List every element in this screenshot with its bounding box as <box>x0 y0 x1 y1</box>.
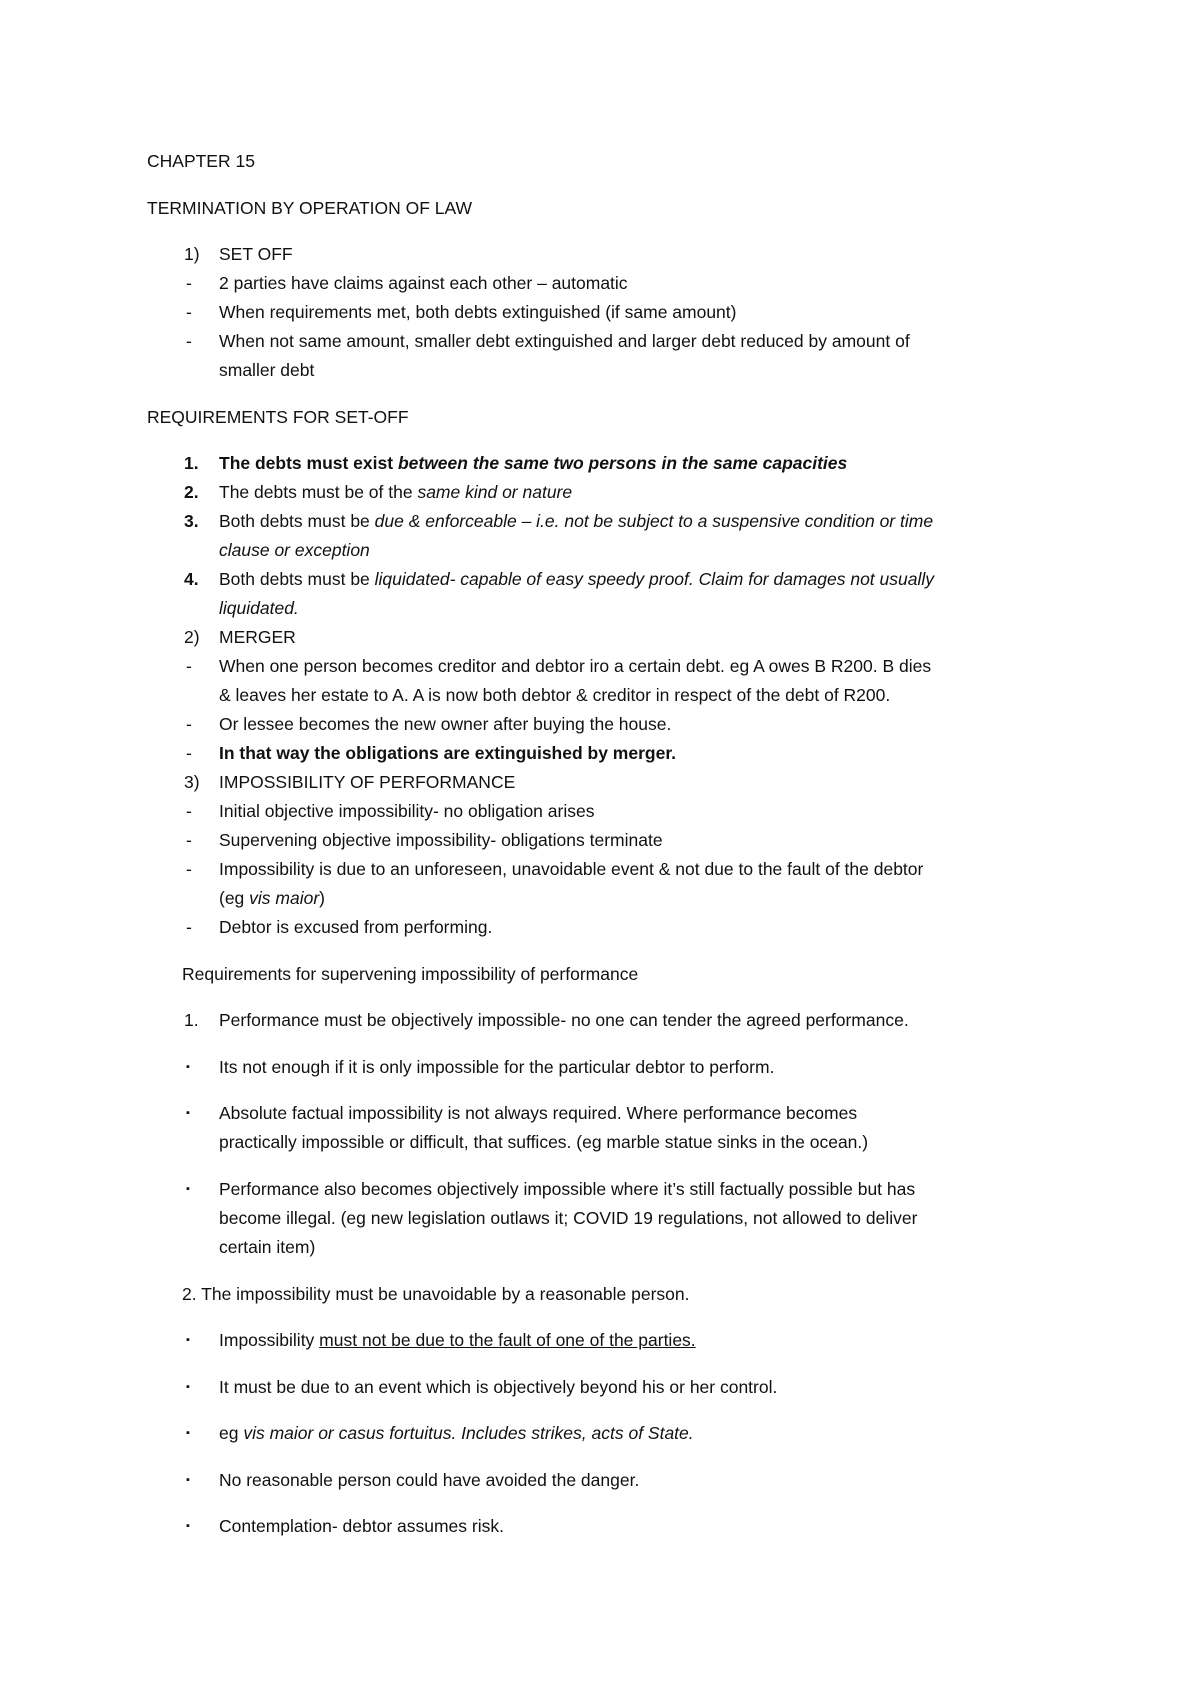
text-emphasis: vis maior <box>249 888 320 908</box>
requirement-4-text: Both debts must be <box>219 569 375 589</box>
requirement-item: 2. The impossibility must be unavoidable by a reasonable person. <box>182 1284 690 1304</box>
dash-marker: - <box>186 830 192 850</box>
text-emphasis: vis maior or casus fortuitus. Includes strikes, acts of State. <box>243 1423 694 1443</box>
square-bullet-icon: ▪ <box>186 1381 190 1393</box>
list-number: 1) <box>184 244 200 264</box>
bullet-item-continuation: become illegal. (eg new legislation outlaws it; COVID 19 regulations, not allowed to deliver <box>219 1208 918 1228</box>
dash-marker: - <box>186 917 192 937</box>
list-number: 3. <box>184 511 199 531</box>
text-fragment: Impossibility <box>219 1330 320 1350</box>
requirement-2 <box>219 481 572 503</box>
setoff-title: SET OFF <box>219 244 293 264</box>
requirement-3 <box>219 510 933 532</box>
requirement-4-emphasis: liquidated- capable of easy speedy proof. Claim for damages not usually <box>374 569 935 589</box>
square-bullet-icon: ▪ <box>186 1427 190 1439</box>
dash-marker: - <box>186 331 192 351</box>
supervening-heading: Requirements for supervening impossibility of performance <box>182 964 639 984</box>
square-bullet-icon: ▪ <box>186 1474 190 1486</box>
text-fragment: eg <box>219 1423 244 1443</box>
list-item: 2 parties have claims against each other – automatic <box>219 273 628 293</box>
bullet-item-continuation: practically impossible or difficult, that suffices. (eg marble statue sinks in the ocean.) <box>219 1132 869 1152</box>
requirement-2-text: The debts must be of the <box>219 482 418 502</box>
list-item: Or lessee becomes the new owner after buying the house. <box>219 714 672 734</box>
list-item: Impossibility is due to an unforeseen, unavoidable event & not due to the fault of the debtor <box>219 859 924 879</box>
requirement-item: Performance must be objectively impossible- no one can tender the agreed performance. <box>219 1010 909 1030</box>
list-number: 3) <box>184 772 200 792</box>
square-bullet-icon: ▪ <box>186 1520 190 1532</box>
dash-marker: - <box>186 743 192 763</box>
list-item: Supervening objective impossibility- obligations terminate <box>219 830 663 850</box>
bullet-item <box>219 1422 694 1444</box>
list-item: In that way the obligations are extinguished by merger. <box>219 743 677 763</box>
requirement-2-emphasis: same kind or nature <box>417 482 573 502</box>
requirement-3-continuation: clause or exception <box>219 540 370 560</box>
list-item: Debtor is excused from performing. <box>219 917 493 937</box>
chapter-title: CHAPTER 15 <box>147 151 255 171</box>
list-item: When requirements met, both debts extinguished (if same amount) <box>219 302 737 322</box>
square-bullet-icon: ▪ <box>186 1061 190 1073</box>
requirement-1-text: The debts must exist <box>219 453 398 473</box>
bullet-item: Absolute factual impossibility is not always required. Where performance becomes <box>219 1103 858 1123</box>
list-number: 1. <box>184 1010 199 1030</box>
list-item-continuation: smaller debt <box>219 360 315 380</box>
bullet-item: Its not enough if it is only impossible for the particular debtor to perform. <box>219 1057 775 1077</box>
dash-marker: - <box>186 714 192 734</box>
text-fragment: ) <box>319 888 325 908</box>
merger-title: MERGER <box>219 627 296 647</box>
list-item-continuation: & leaves her estate to A. A is now both debtor & creditor in respect of the debt of R200. <box>219 685 891 705</box>
list-number: 2. <box>184 482 199 502</box>
square-bullet-icon: ▪ <box>186 1334 190 1346</box>
dash-marker: - <box>186 801 192 821</box>
list-item: When not same amount, smaller debt extinguished and larger debt reduced by amount of <box>219 331 910 351</box>
list-number: 4. <box>184 569 199 589</box>
impossibility-title: IMPOSSIBILITY OF PERFORMANCE <box>219 772 516 792</box>
requirement-4-continuation: liquidated. <box>219 598 299 618</box>
list-item: When one person becomes creditor and debtor iro a certain debt. eg A owes B R200. B dies <box>219 656 932 676</box>
dash-marker: - <box>186 302 192 322</box>
dash-marker: - <box>186 656 192 676</box>
bullet-item: It must be due to an event which is objectively beyond his or her control. <box>219 1377 778 1397</box>
list-item: Initial objective impossibility- no obligation arises <box>219 801 595 821</box>
bullet-item: No reasonable person could have avoided the danger. <box>219 1470 640 1490</box>
bullet-item: Contemplation- debtor assumes risk. <box>219 1516 504 1536</box>
bullet-item: Performance also becomes objectively impossible where it’s still factually possible but has <box>219 1179 916 1199</box>
requirement-3-emphasis: due & enforceable – i.e. not be subject to a suspensive condition or time <box>374 511 934 531</box>
requirement-3-text: Both debts must be <box>219 511 375 531</box>
requirement-1 <box>219 452 847 474</box>
list-number: 2) <box>184 627 200 647</box>
requirements-heading: REQUIREMENTS FOR SET-OFF <box>147 407 409 427</box>
requirement-1-emphasis: between the same two persons in the same capacities <box>397 453 848 473</box>
underlined-text: must not be due to the fault of one of the parties. <box>319 1330 696 1350</box>
list-number: 1. <box>184 453 199 473</box>
bullet-item-continuation: certain item) <box>219 1237 316 1257</box>
requirement-4 <box>219 568 934 590</box>
list-item-continuation <box>219 887 325 909</box>
dash-marker: - <box>186 859 192 879</box>
square-bullet-icon: ▪ <box>186 1183 190 1195</box>
dash-marker: - <box>186 273 192 293</box>
text-fragment: (eg <box>219 888 250 908</box>
square-bullet-icon: ▪ <box>186 1107 190 1119</box>
section-title: TERMINATION BY OPERATION OF LAW <box>147 198 473 218</box>
bullet-item <box>219 1329 696 1351</box>
